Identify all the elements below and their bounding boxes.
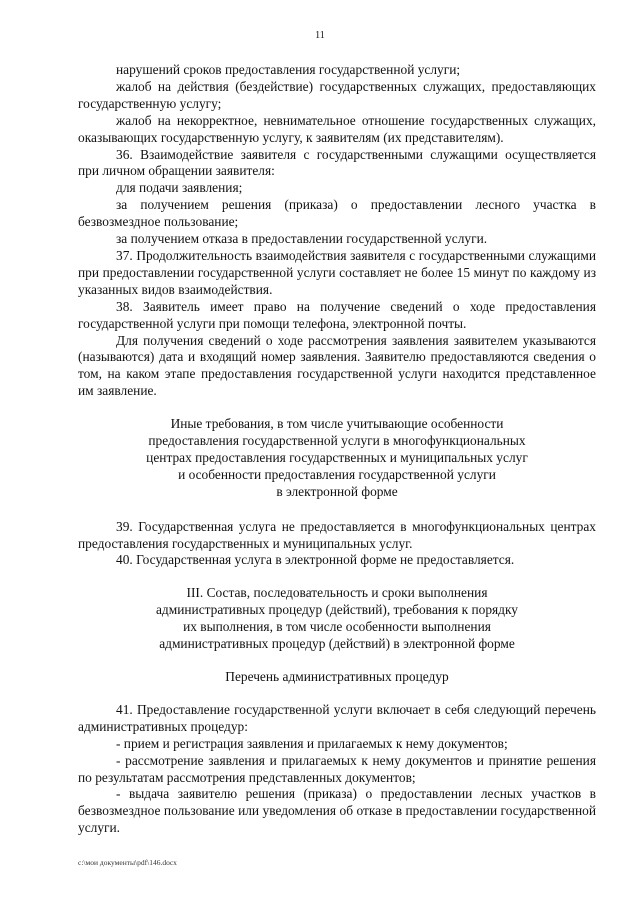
paragraph: нарушений сроков предоставления государственной услуги;: [116, 62, 461, 77]
heading-line: и особенности предоставления государственной услуги: [178, 466, 496, 482]
section-heading-other-requirements: [78, 416, 596, 501]
list-item: - рассмотрение заявления и прилагаемых к нему документов и принятие решения по результатам рассмотрения представленных документов;: [78, 752, 596, 785]
paragraph: 36. Взаимодействие заявителя с государственными служащими осуществляется при личном обращении заявителя:: [78, 146, 596, 179]
paragraph: для подачи заявления;: [116, 180, 243, 196]
list-item: - прием и регистрация заявления и прилагаемых к нему документов;: [116, 735, 508, 751]
heading-line: центрах предоставления государственных и муниципальных услуг: [146, 449, 528, 465]
paragraph: за получением отказа в предоставлении государственной услуги.: [116, 231, 488, 247]
page-number: 11: [315, 30, 325, 41]
document-body: [78, 62, 596, 837]
paragraph: 37. Продолжительность взаимодействия заявителя с государственными служащими при предоставлении государственной услуги составляет не более 15 минут по каждому из указанных видов взаимодействия.: [78, 247, 596, 297]
paragraph: 39. Государственная услуга не предоставляется в многофункциональных центрах предоставления государственных и муниципальных услуг.: [78, 518, 596, 551]
paragraph: 40. Государственная услуга в электронной форме не предоставляется.: [116, 552, 515, 568]
heading-line: административных процедур (действий) в электронной форме: [159, 636, 515, 652]
section-heading-iii: [78, 585, 596, 653]
heading-line: в электронной форме: [276, 483, 398, 499]
heading-line: их выполнения, в том числе особенности выполнения: [183, 619, 491, 635]
paragraph: жалоб на некорректное, невнимательное отношение государственных служащих, оказывающих государственную услугу, к заявителям (их представителям).: [78, 112, 596, 145]
heading-line: III. Состав, последовательность и сроки выполнения: [186, 585, 488, 601]
paragraph: 38. Заявитель имеет право на получение сведений о ходе предоставления государственной услуги при помощи телефона, электронной почты.: [78, 298, 596, 331]
heading-line: предоставления государственной услуги в многофункциональных: [148, 433, 526, 449]
footer-file-path: c:\мои документы\pdf\146.docx: [78, 858, 177, 867]
subsection-heading: Перечень административных процедур: [225, 669, 449, 684]
paragraph: 41. Предоставление государственной услуги включает в себя следующий перечень административных процедур:: [78, 701, 596, 734]
heading-line: Иные требования, в том числе учитывающие особенности: [170, 416, 504, 432]
paragraph: Для получения сведений о ходе рассмотрения заявления заявителем указываются (называются) дата и входящий номер заявления. Заявителю предоставляются сведения о том, на каком этапе предоставления государственной услуги находится представленное им заявление.: [78, 332, 596, 399]
paragraph: жалоб на действия (бездействие) государственных служащих, предоставляющих государственную услугу;: [78, 78, 596, 111]
list-item: - выдача заявителю решения (приказа) о предоставлении лесных участков в безвозмездное пользование или уведомления об отказе в предоставлении государственной услуги.: [78, 786, 596, 836]
heading-line: административных процедур (действий), требования к порядку: [155, 602, 519, 618]
paragraph: за получением решения (приказа) о предоставлении лесного участка в безвозмездное пользование;: [78, 197, 596, 230]
